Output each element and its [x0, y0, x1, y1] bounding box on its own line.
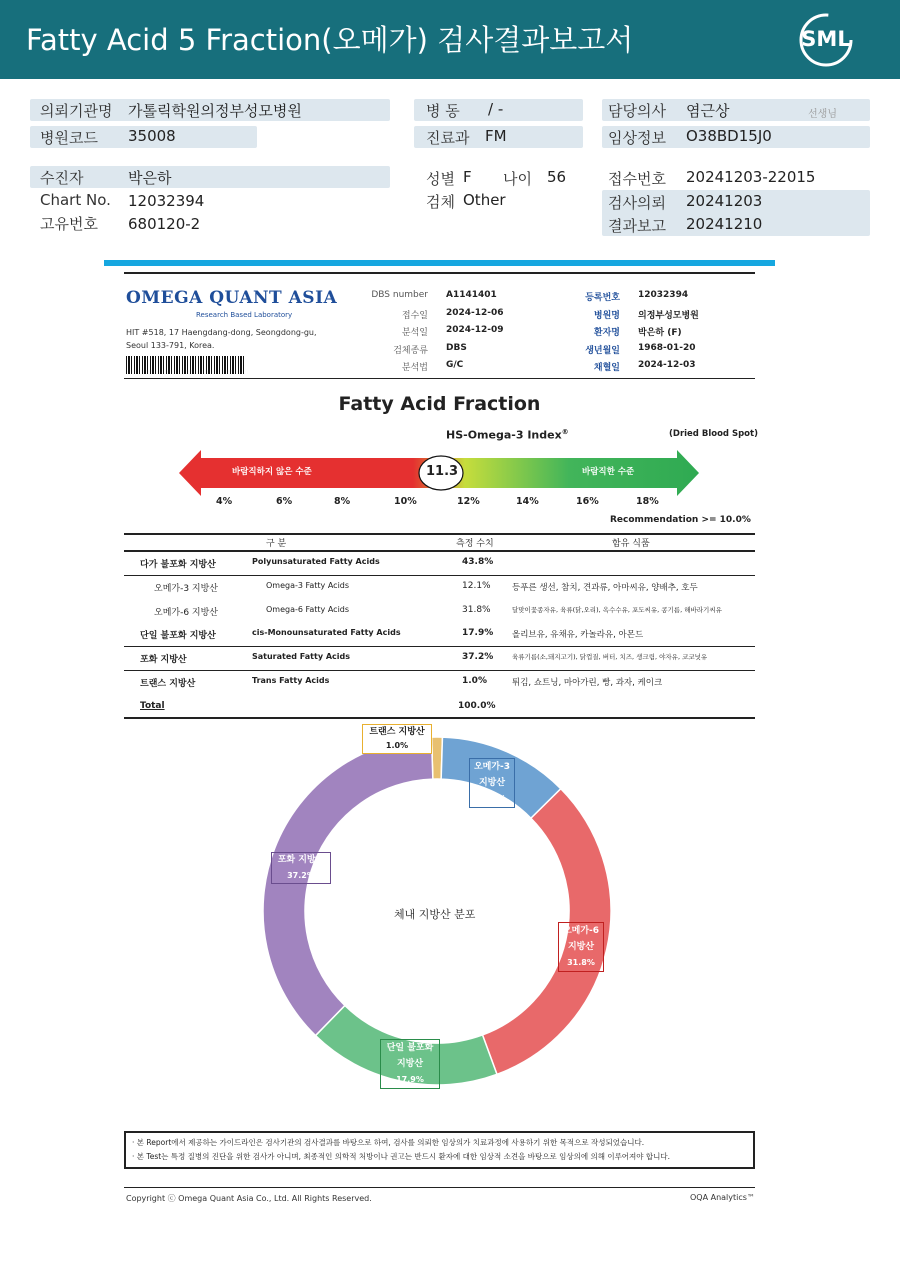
row-food: 달맞이꽃종자유, 육류(닭,오리), 옥수수유, 포도씨유, 콩기름, 해바라기씨유 — [512, 605, 722, 614]
meta-value: 2024-12-09 — [446, 325, 504, 335]
barcode — [126, 356, 244, 374]
report-title: Fatty Acid 5 Fraction(오메가) 검사결과보고서 — [26, 23, 634, 57]
label-sfa — [271, 852, 331, 884]
age-label: 나이 — [503, 170, 532, 188]
col-header-category: 구 분 — [266, 539, 287, 549]
row-kr: 다가 불포화 지방산 — [140, 560, 216, 570]
row-en: Trans Fatty Acids — [252, 676, 330, 685]
info-pill — [30, 166, 390, 188]
request-value: 20241203 — [686, 192, 763, 210]
code-value: 35008 — [128, 127, 176, 145]
label-trans-name: 트랜스 지방산 — [369, 727, 425, 737]
company-sub: Research Based Laboratory — [196, 311, 293, 319]
row-rule — [124, 575, 755, 576]
patient-label: 수진자 — [40, 169, 84, 187]
tick-label: 8% — [334, 496, 351, 507]
sex-label: 성별 — [426, 170, 455, 188]
row-rule — [124, 646, 755, 647]
meta-value: A1141401 — [446, 290, 497, 300]
total-value: 100.0% — [458, 701, 496, 711]
meta-value: DBS — [446, 342, 467, 353]
id-value: 680120-2 — [128, 215, 201, 233]
meta-label: DBS number — [371, 290, 428, 300]
tick-label: 12% — [457, 496, 480, 507]
logo-text: SML — [801, 27, 851, 51]
label-mufa-value: 17.9% — [396, 1075, 424, 1084]
label-omega3-value: 12.1% — [478, 794, 506, 803]
label-sfa-value: 37.2% — [287, 871, 315, 880]
label-omega6-name: 오메가-6 지방산 — [562, 926, 600, 952]
label-omega6-value: 31.8% — [567, 958, 595, 967]
row-value: 43.8% — [462, 557, 494, 567]
meta-label: 병원명 — [593, 310, 620, 321]
index-title — [446, 428, 569, 442]
row-kr: 트랜스 지방산 — [140, 679, 196, 689]
tick-label: 16% — [576, 496, 599, 507]
row-food: 튀김, 쇼트닝, 마아가린, 빵, 과자, 케이크 — [512, 678, 663, 688]
label-trans-value: 1.0% — [385, 741, 409, 750]
analytics-mark: OQA Analytics™ — [690, 1193, 755, 1202]
row-en: Polyunsaturated Fatty Acids — [252, 557, 380, 566]
row-value: 12.1% — [462, 580, 491, 591]
label-sfa-name: 포화 지방산 — [277, 855, 325, 865]
id-label: 고유번호 — [40, 215, 98, 233]
chart-title: 체내 지방산 분포 — [394, 908, 476, 921]
section-title: Fatty Acid Fraction — [338, 393, 541, 415]
index-reg: ® — [561, 428, 569, 436]
meta-label: 분석일 — [401, 328, 428, 338]
rule — [124, 378, 755, 379]
meta-value: 12032394 — [638, 290, 689, 300]
specimen-value: Other — [463, 191, 506, 209]
row-kr: 포화 지방산 — [140, 655, 187, 666]
donut-slice — [263, 737, 433, 1035]
meta-label: 환자명 — [593, 328, 620, 338]
rule — [124, 550, 755, 552]
bad-level-label: 바람직하지 않은 수준 — [232, 467, 312, 477]
meta-label: 등록번호 — [585, 293, 620, 303]
index-value: 11.3 — [426, 464, 459, 479]
receipt-label: 접수번호 — [608, 170, 666, 188]
index-title-text: HS-Omega-3 Index — [446, 428, 562, 442]
tick-label: 14% — [516, 496, 539, 507]
dbs-note: (Dried Blood Spot) — [669, 429, 758, 439]
dept-value: FM — [485, 127, 507, 145]
ward-value: / - — [488, 100, 504, 118]
institution-value: 가톨릭학원의정부성모병원 — [128, 102, 302, 120]
doctor-suffix: 선생님 — [808, 109, 837, 120]
recommendation: Recommendation >= 10.0% — [610, 515, 751, 525]
doctor-value: 염근상 — [686, 102, 730, 120]
sex-value: F — [463, 168, 472, 186]
meta-value: 2024-12-06 — [446, 307, 504, 318]
meta-value: 2024-12-03 — [638, 360, 696, 370]
disclaimer-line-1: · 본 Report에서 제공하는 가이드라인은 검사기관의 검사결과를 바탕으로 하여, 검사를 의뢰한 임상의가 치료과정에 사용하기 위한 목적으로 작성되었습니다. — [132, 1138, 645, 1147]
age-value: 56 — [547, 168, 567, 186]
copyright: Copyright ⓒ Omega Quant Asia Co., Ltd. All Rights Reserved. — [126, 1194, 372, 1203]
row-value: 1.0% — [462, 676, 487, 686]
label-mufa-name: 단일 불포화 지방산 — [386, 1043, 434, 1069]
row-kr: 오메가-3 지방산 — [154, 583, 218, 594]
good-level-label: 바람직한 수준 — [582, 467, 635, 477]
report-value: 20241210 — [686, 215, 763, 233]
disclaimer-line-2: · 본 Test는 특정 질병의 진단을 위한 검사가 아니며, 최종적인 의학적 처방이나 권고는 반드시 환자에 대한 임상적 소견을 바탕으로 임상의에 의해 이루어져야 합니다. — [132, 1152, 671, 1161]
meta-label: 생년월일 — [585, 345, 620, 356]
tick-label: 18% — [636, 496, 659, 507]
row-food: 올리브유, 유채유, 카놀라유, 아몬드 — [512, 630, 644, 641]
chart-label: Chart No. — [40, 191, 111, 209]
row-en: Omega-3 Fatty Acids — [266, 580, 350, 590]
dept-label: 진료과 — [426, 129, 470, 147]
meta-label: 채혈일 — [593, 363, 620, 373]
address-1: HIT #518, 17 Haengdang-dong, Seongdong-gu, — [126, 328, 317, 337]
label-omega6 — [558, 922, 604, 972]
rule — [124, 272, 755, 274]
clinical-label: 임상정보 — [608, 129, 666, 147]
institution-label: 의뢰기관명 — [40, 102, 113, 120]
specimen-label: 검체 — [426, 193, 455, 211]
receipt-value: 20241203-22015 — [686, 168, 816, 186]
label-mufa — [380, 1039, 440, 1089]
row-food: 등푸른 생선, 참치, 견과류, 아마씨유, 양배추, 호두 — [512, 582, 698, 593]
code-label: 병원코드 — [40, 129, 98, 147]
meta-label: 검체종류 — [393, 345, 428, 356]
tick-label: 4% — [216, 496, 233, 507]
row-value: 31.8% — [462, 604, 491, 615]
meta-label: 분석법 — [401, 363, 428, 373]
company-name: OMEGA QUANT ASIA — [126, 288, 338, 308]
sml-logo — [798, 12, 854, 68]
row-kr: 단일 불포화 지방산 — [140, 631, 216, 642]
meta-label: 접수일 — [401, 310, 428, 321]
row-value: 37.2% — [462, 652, 494, 663]
clinical-value: O38BD15J0 — [686, 127, 772, 145]
meta-value: 박은하 (F) — [638, 328, 682, 338]
divider-bar — [104, 260, 775, 266]
row-value: 17.9% — [462, 628, 494, 639]
label-omega3 — [469, 758, 515, 808]
label-omega3-name: 오메가-3 지방산 — [473, 762, 511, 788]
col-header-value: 측정 수치 — [456, 539, 494, 549]
label-trans — [362, 724, 432, 754]
row-en: Saturated Fatty Acids — [252, 652, 350, 662]
request-label: 검사의뢰 — [608, 194, 666, 212]
patient-value: 박은하 — [128, 169, 172, 187]
tick-label: 10% — [394, 496, 417, 507]
meta-value: 1968-01-20 — [638, 342, 696, 353]
row-en: cis-Monounsaturated Fatty Acids — [252, 628, 401, 638]
total-label: Total — [140, 701, 165, 711]
report-header — [0, 0, 900, 79]
col-header-food: 함유 식품 — [612, 539, 650, 549]
meta-value: G/C — [446, 360, 464, 370]
doctor-label: 담당의사 — [608, 102, 666, 120]
rule — [124, 533, 755, 535]
ward-label: 병 동 — [426, 102, 460, 120]
rule — [124, 1187, 755, 1188]
disclaimer-box — [124, 1131, 755, 1169]
row-food: 육류기름(소,돼지고기), 닭껍질, 버터, 치즈, 생크림, 야자유, 코코넛유 — [512, 653, 708, 662]
tick-label: 6% — [276, 496, 293, 507]
row-rule — [124, 670, 755, 671]
address-2: Seoul 133-791, Korea. — [126, 341, 215, 350]
report-body — [124, 272, 758, 1212]
row-kr: 오메가-6 지방산 — [154, 607, 218, 618]
chart-value: 12032394 — [128, 192, 205, 210]
report-label: 결과보고 — [608, 217, 666, 235]
row-en: Omega-6 Fatty Acids — [266, 604, 350, 614]
meta-value: 의정부성모병원 — [638, 310, 699, 321]
